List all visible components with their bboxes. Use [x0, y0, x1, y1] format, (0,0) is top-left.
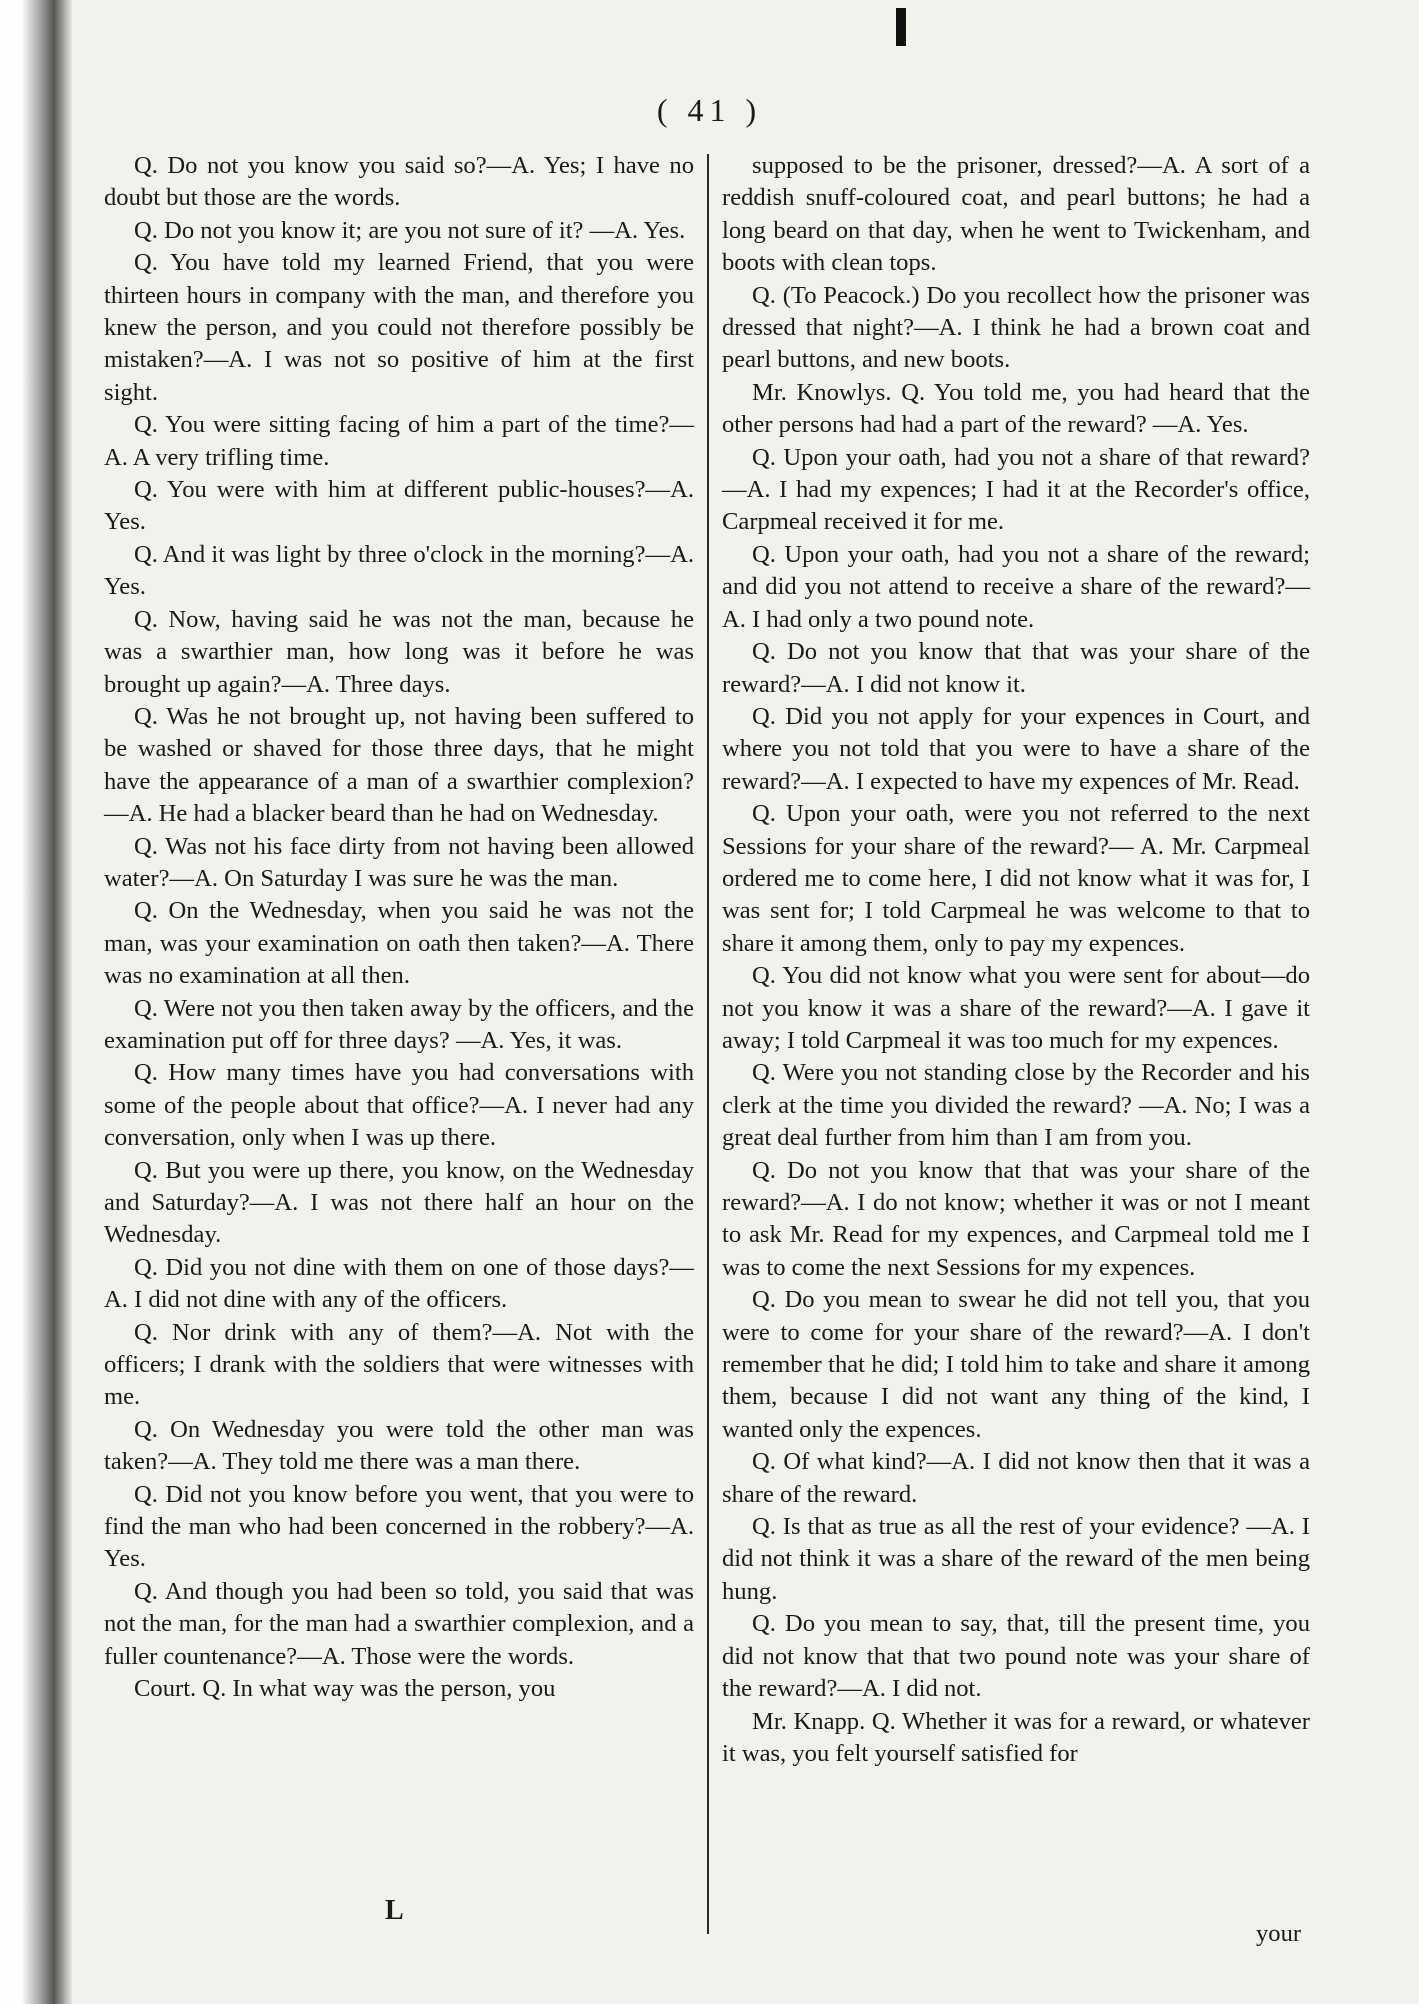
paragraph: Q. Do not you know you said so?—A. Yes; I have no doubt but those are the words.	[104, 152, 694, 212]
paragraph: Q. Do you mean to swear he did not tell you, that you were to come for your share of the reward?—A. I don't remember that he did; I told him to take and share it among them, because I did not want any thing of the kind, I wanted only the expences.	[722, 1286, 1310, 1443]
paragraph: Q. You were sitting facing of him a part of the time?—A. A very trifling time.	[104, 411, 694, 471]
paragraph: Q. Do not you know it; are you not sure of it? —A. Yes.	[134, 216, 686, 244]
paragraph: Q. Is that as true as all the rest of your evidence? —A. I did not think it was a share of the reward of the men being hung.	[722, 1513, 1310, 1605]
paragraph: Q. And it was light by three o'clock in the morning?—A. Yes.	[104, 540, 694, 601]
paragraph: Q. Upon your oath, were you not referred to the next Sessions for your share of the reward?— A. Mr. Carpmeal ordered me to come here, I did not know what it was for, I was sent for; I told Carpmeal he was welcome to that to share it among them, only to pay my expences.	[722, 800, 1310, 957]
paragraph: Q. Were not you then taken away by the officers, and the examination put off for three days? —A. Yes, it was.	[104, 994, 694, 1054]
paragraph: Q. Were you not standing close by the Recorder and his clerk at the time you divided the reward? —A. No; I was a great deal further from him than I am from you.	[722, 1059, 1310, 1152]
paragraph: Q. Was not his face dirty from not having been allowed water?—A. On Saturday I was sure he was the man.	[104, 832, 694, 892]
paragraph: Q. And though you had been so told, you said that was not the man, for the man had a swarthier complexion, and a fuller countenance?—A. Those were the words.	[104, 1577, 694, 1670]
paragraph: Q. On Wednesday you were told the other man was taken?—A. They told me there was a man there.	[104, 1415, 694, 1476]
paragraph: Q. Do not you know that that was your share of the reward?—A. I did not know it.	[722, 638, 1310, 698]
left-column	[104, 150, 694, 1706]
page-number: ( 41 )	[656, 92, 763, 128]
paragraph: Court. Q. In what way was the person, you	[134, 1675, 556, 1703]
paragraph: Q. Did you not dine with them on one of those days?—A. I did not dine with any of the officers.	[104, 1253, 694, 1314]
paragraph: supposed to be the prisoner, dressed?—A. A sort of a reddish snuff-coloured coat, and pearl buttons; he had a long beard on that day, when he went to Twickenham, and boots with clean tops.	[722, 152, 1310, 277]
paragraph: Q. Did you not apply for your expences in Court, and where you not told that you were to have a share of the reward?—A. I expected to have my expences of Mr. Read.	[722, 702, 1310, 795]
column-divider	[707, 154, 709, 1934]
paragraph: Q. Now, having said he was not the man, because he was a swarthier man, how long was it before he was brought up again?—A. Three days.	[104, 605, 694, 698]
paragraph: Q. You did not know what you were sent for about—do not you know it was a share of the reward?—A. I gave it away; I told Carpmeal it was too much for my expences.	[722, 962, 1310, 1054]
paragraph: Mr. Knapp. Q. Whether it was for a reward, or whatever it was, you felt yourself satisfied for	[722, 1707, 1310, 1767]
paragraph: Q. You were with him at different public-houses?—A. Yes.	[104, 476, 694, 536]
signature-mark: L	[385, 1895, 404, 1926]
paragraph: Q. Do you mean to say, that, till the present time, you did not know that that two pound note was your share of the reward?—A. I did not.	[722, 1610, 1310, 1703]
paragraph: Q. Did not you know before you went, that you were to find the man who had been concerned in the robbery?—A. Yes.	[104, 1480, 694, 1573]
paragraph: Q. Upon your oath, had you not a share of the reward; and did you not attend to receive a share of the reward?—A. I had only a two pound note.	[722, 540, 1310, 633]
paragraph: Q. (To Peacock.) Do you recollect how the prisoner was dressed that night?—A. I think he had a brown coat and pearl buttons, and new boots.	[722, 281, 1310, 374]
paragraph: Q. Upon your oath, had you not a share of that reward?—A. I had my expences; I had it at the Recorder's office, Carpmeal received it for me.	[722, 443, 1310, 536]
book-binding-shadow	[0, 0, 72, 2004]
paragraph: Q. Was he not brought up, not having been suffered to be washed or shaved for those three days, that he might have the appearance of a man of a swarthier complexion?—A. He had a blacker beard than he had on Wednesday.	[104, 702, 694, 828]
paragraph: Q. But you were up there, you know, on the Wednesday and Saturday?—A. I was not there half an hour on the Wednesday.	[104, 1156, 694, 1249]
right-column	[722, 150, 1310, 1770]
paragraph: Q. Do not you know that that was your share of the reward?—A. I do not know; whether it was or not I meant to ask Mr. Read for my expences, and Carpmeal told me I was to come the next Sessions for my expences.	[722, 1156, 1310, 1281]
catchword: your	[1256, 1920, 1302, 1947]
paragraph: Q. On the Wednesday, when you said he was not the man, was your examination on oath then taken?—A. There was no examination at all then.	[104, 897, 694, 990]
paragraph: Q. Nor drink with any of them?—A. Not with the officers; I drank with the soldiers that were witnesses with me.	[104, 1318, 694, 1411]
ink-mark	[896, 8, 906, 46]
paragraph: Q. Of what kind?—A. I did not know then that it was a share of the reward.	[722, 1448, 1310, 1508]
paragraph: Q. How many times have you had conversations with some of the people about that office?—A. I never had any conversation, only when I was up there.	[104, 1059, 694, 1152]
paragraph: Q. You have told my learned Friend, that you were thirteen hours in company with the man, and therefore you knew the person, and you could not therefore possibly be mistaken?—A. I was not so positive of him at the first sight.	[104, 249, 694, 406]
paragraph: Mr. Knowlys. Q. You told me, you had heard that the other persons had had a part of the reward? —A. Yes.	[722, 378, 1310, 439]
